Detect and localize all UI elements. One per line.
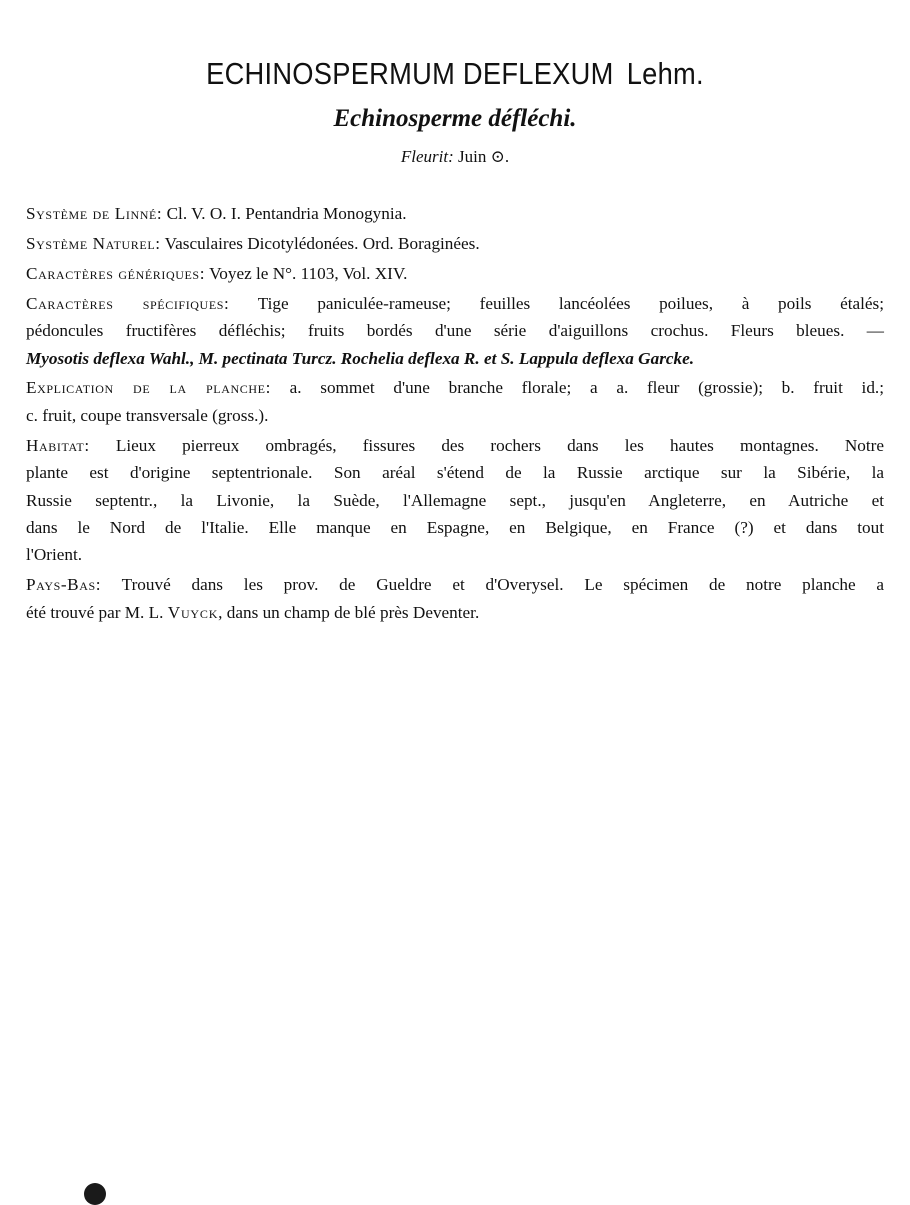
- section-text-line: , dans un champ de blé près Deventer.: [218, 602, 480, 622]
- flowering-info: [0, 147, 910, 167]
- section-label: Système de Linné:: [26, 204, 163, 223]
- section-label: Habitat:: [26, 435, 90, 455]
- ink-smudge: [84, 1183, 106, 1205]
- section-pays-bas: [26, 571, 884, 626]
- section-text: Voyez le N°. 1103, Vol. XIV.: [209, 263, 408, 283]
- description-body: [26, 200, 884, 629]
- section-label: Explication de la planche:: [26, 378, 271, 398]
- section-label: Caractères génériques:: [26, 263, 206, 283]
- species-name: ECHINOSPERMUM DEFLEXUM: [206, 56, 614, 91]
- section-text-line: Tige paniculée-rameuse; feuilles lancéolées poilues, à poils étalés;: [257, 293, 884, 313]
- section-text-line: Lieux pierreux ombragés, fissures des rochers dans les hautes montagnes. Notre: [115, 435, 885, 455]
- section-text-line: a. sommet d'une branche florale; a a. fleur (grossie); b. fruit id.;: [289, 378, 884, 398]
- section-text-line: Trouvé dans les prov. de Gueldre et d'Overysel. Le spécimen de notre planche a: [121, 575, 884, 595]
- section-generiques: [26, 260, 884, 287]
- section-text-line: été trouvé par M. L.: [26, 602, 164, 622]
- section-explication: [26, 374, 884, 429]
- section-text-line: pédoncules fructifères défléchis; fruits bordés d'une série d'aiguillons crochus. Fleurs bleues. —: [26, 321, 884, 341]
- section-text-line: dans le Nord de l'Italie. Elle manque en Espagne, en Belgique, en France (?) et dans tout: [26, 517, 884, 537]
- section-label: Caractères spécifiques:: [26, 293, 230, 313]
- section-text: Vasculaires Dicotylédonées. Ord. Boraginées.: [164, 233, 480, 253]
- flowering-value: Juin ⊙.: [458, 147, 510, 166]
- flowering-label: Fleurit:: [400, 147, 454, 166]
- section-specifiques: [26, 290, 884, 372]
- species-author: Lehm.: [626, 56, 704, 91]
- section-text-line: plante est d'origine septentrionale. Son aréal s'étend de la Russie arctique sur la Sibérie, la: [26, 463, 884, 483]
- section-text: Cl. V. O. I. Pentandria Monogynia.: [166, 204, 407, 223]
- page-title: [55, 54, 856, 94]
- section-habitat: [26, 432, 884, 569]
- section-label: Pays-Bas:: [26, 575, 102, 595]
- section-text-line: c. fruit, coupe transversale (gross.).: [26, 405, 269, 425]
- collector-name: Vuyck: [167, 602, 219, 622]
- section-text-line: Russie septentr., la Livonie, la Suède, l'Allemagne sept., jusqu'en Angleterre, en Autriche et: [26, 490, 884, 510]
- french-common-name: Echinosperme défléchi.: [333, 105, 577, 132]
- synonyms-line: Myosotis deflexa Wahl., M. pectinata Turcz. Rochelia deflexa R. et S. Lappula deflexa Garcke.: [26, 348, 695, 368]
- section-label: Système Naturel:: [26, 233, 161, 253]
- section-linne: [26, 200, 884, 227]
- section-naturel: [26, 230, 884, 257]
- section-text-line: l'Orient.: [26, 545, 83, 565]
